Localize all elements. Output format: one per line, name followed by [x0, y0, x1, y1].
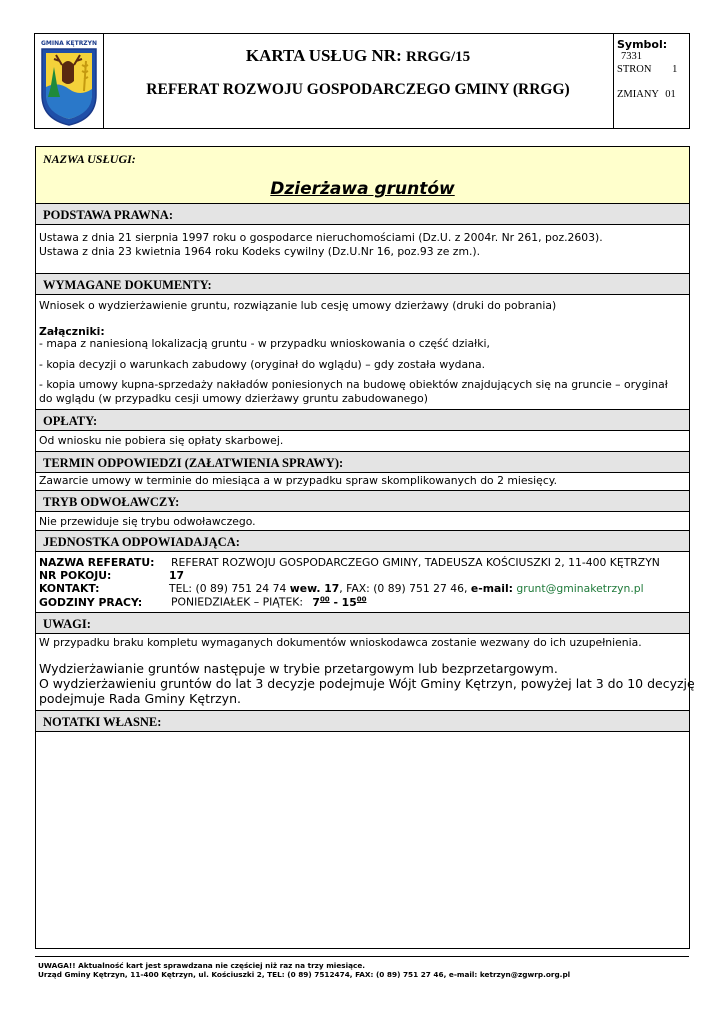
symbol-label: Symbol:: [617, 38, 668, 51]
changes-value: 01: [665, 89, 676, 100]
crest-label: GMINA KĘTRZYN: [40, 40, 98, 47]
meta-cell: [613, 34, 689, 128]
contact-label: KONTAKT:: [39, 582, 100, 595]
deadline-body: [36, 473, 689, 491]
remarks-line: Wydzierżawianie gruntów następuje w trybie przetargowym lub bezprzetargowym.: [39, 661, 558, 676]
documents-heading: WYMAGANE DOKUMENTY:: [36, 273, 689, 295]
attachment-item: - kopia umowy kupna-sprzedaży nakładów poniesionych na budowę obiektów znajdujących się na gruncie – oryginał: [39, 378, 668, 391]
own-notes-heading: NOTATKI WŁASNE:: [36, 710, 689, 732]
footer-notice: UWAGA!! Aktualność kart jest sprawdzana nie częściej niż raz na trzy miesiące.: [38, 961, 366, 970]
pages-label: STRON: [617, 64, 652, 75]
pages-value: 1: [672, 64, 678, 75]
email-label: e-mail:: [470, 582, 513, 595]
unit-heading: JEDNOSTKA ODPOWIADAJĄCA:: [36, 530, 689, 552]
remarks-body: [36, 634, 695, 710]
deadline-text: Zawarcie umowy w terminie do miesiąca a w przypadku spraw skomplikowanych do 2 miesięcy.: [39, 474, 558, 487]
appeal-text: Nie przewiduje się trybu odwoławczego.: [39, 515, 256, 528]
hours-label: GODZINY PRACY:: [39, 595, 143, 609]
email-link[interactable]: grunt@gminaketrzyn.pl: [516, 582, 644, 595]
room-row: [39, 569, 184, 582]
card-title: [103, 46, 613, 66]
unit-body: [36, 552, 689, 610]
fees-body: [36, 431, 689, 451]
remarks-heading: UWAGI:: [36, 612, 689, 634]
deadline-heading: TERMIN ODPOWIEDZI (ZAŁATWIENIA SPRAWY):: [36, 451, 689, 473]
hours-row: [39, 595, 366, 609]
hours-from: 7: [312, 595, 320, 609]
legal-basis-heading: PODSTAWA PRAWNA:: [36, 203, 689, 225]
legal-basis-line: Ustawa z dnia 21 sierpnia 1997 roku o gospodarce nieruchomościami (Dz.U. z 2004r. Nr 261, poz.2603).: [39, 231, 603, 244]
attachment-item: - kopia decyzji o warunkach zabudowy (oryginał do wglądu) – gdy została wydana.: [39, 358, 486, 371]
fees-text: Od wniosku nie pobiera się opłaty skarbowej.: [39, 434, 284, 447]
hours-to-min: 00: [356, 595, 367, 603]
documents-body: [36, 295, 689, 409]
appeal-heading: TRYB ODWOŁAWCZY:: [36, 490, 689, 512]
card-title-prefix: KARTA USŁUG NR:: [245, 46, 402, 65]
coat-of-arms-icon: [40, 47, 98, 127]
card-number: RRGG/15: [405, 49, 471, 65]
unit-name-row: [39, 556, 660, 569]
hours-to: - 15: [329, 595, 357, 609]
header-table: [34, 33, 690, 129]
symbol-value: 7331: [621, 51, 642, 62]
phone-number: TEL: (0 89) 751 24 74: [169, 582, 287, 595]
footer-divider: [35, 956, 689, 957]
contact-row: [39, 582, 644, 595]
hours-from-min: 00: [319, 595, 330, 603]
unit-name-label: NAZWA REFERATU:: [39, 556, 155, 569]
legal-basis-line: Ustawa z dnia 23 kwietnia 1964 roku Kodeks cywilny (Dz.U.Nr 16, poz.93 ze zm.).: [39, 245, 481, 258]
footer-contact: Urząd Gminy Kętrzyn, 11-400 Kętrzyn, ul. Kościuszki 2, TEL: (0 89) 7512474, FAX: (0 89) 751 27 46, e-mail: ketrzyn@zgwrp.org.pl: [38, 970, 571, 979]
room-value: 17: [169, 569, 185, 582]
symbol-row: [617, 38, 689, 62]
own-notes-area[interactable]: [36, 732, 689, 948]
fax-number: , FAX: (0 89) 751 27 46,: [339, 582, 468, 595]
remarks-line: W przypadku braku kompletu wymaganych dokumentów wnioskodawca zostanie wezwany do ich uzupełnienia.: [39, 636, 642, 649]
changes-row: [617, 89, 676, 100]
service-name-section: [36, 147, 689, 203]
appeal-body: [36, 512, 689, 530]
attachments-label: Załączniki:: [39, 325, 105, 338]
pages-row: [617, 64, 677, 75]
changes-label: ZMIANY: [617, 89, 659, 100]
room-label: NR POKOJU:: [39, 569, 112, 582]
service-card: [35, 146, 695, 949]
attachment-item: do wglądu (w przypadku cesji umowy dzierżawy gruntu zabudowanego): [39, 392, 428, 405]
remarks-line: O wydzierżawieniu gruntów do lat 3 decyzje podejmuje Wójt Gminy Kętrzyn, powyżej lat 3 do 10 decyzję: [39, 676, 695, 691]
title-cell: [103, 34, 614, 128]
hours-days: PONIEDZIAŁEK – PIĄTEK:: [171, 595, 303, 609]
service-name-label: NAZWA USŁUGI:: [43, 152, 136, 166]
department-title: REFERAT ROZWOJU GOSPODARCZEGO GMINY (RRGG): [146, 81, 570, 98]
service-name: Dzierżawa gruntów: [270, 179, 455, 199]
phone-extension: wew. 17: [289, 582, 340, 595]
legal-basis-body: [36, 225, 689, 273]
crest-cell: [35, 34, 104, 128]
fees-heading: OPŁATY:: [36, 409, 689, 431]
documents-intro: Wniosek o wydzierżawienie gruntu, rozwiązanie lub cesję umowy dzierżawy (druki do pobrania): [39, 299, 557, 312]
remarks-line: podejmuje Rada Gminy Kętrzyn.: [39, 691, 241, 706]
unit-name-value: REFERAT ROZWOJU GOSPODARCZEGO GMINY, TADEUSZA KOŚCIUSZKI 2, 11-400 KĘTRZYN: [171, 556, 660, 569]
attachment-item: - mapa z naniesioną lokalizacją gruntu - w przypadku wnioskowania o część działki,: [39, 337, 490, 350]
